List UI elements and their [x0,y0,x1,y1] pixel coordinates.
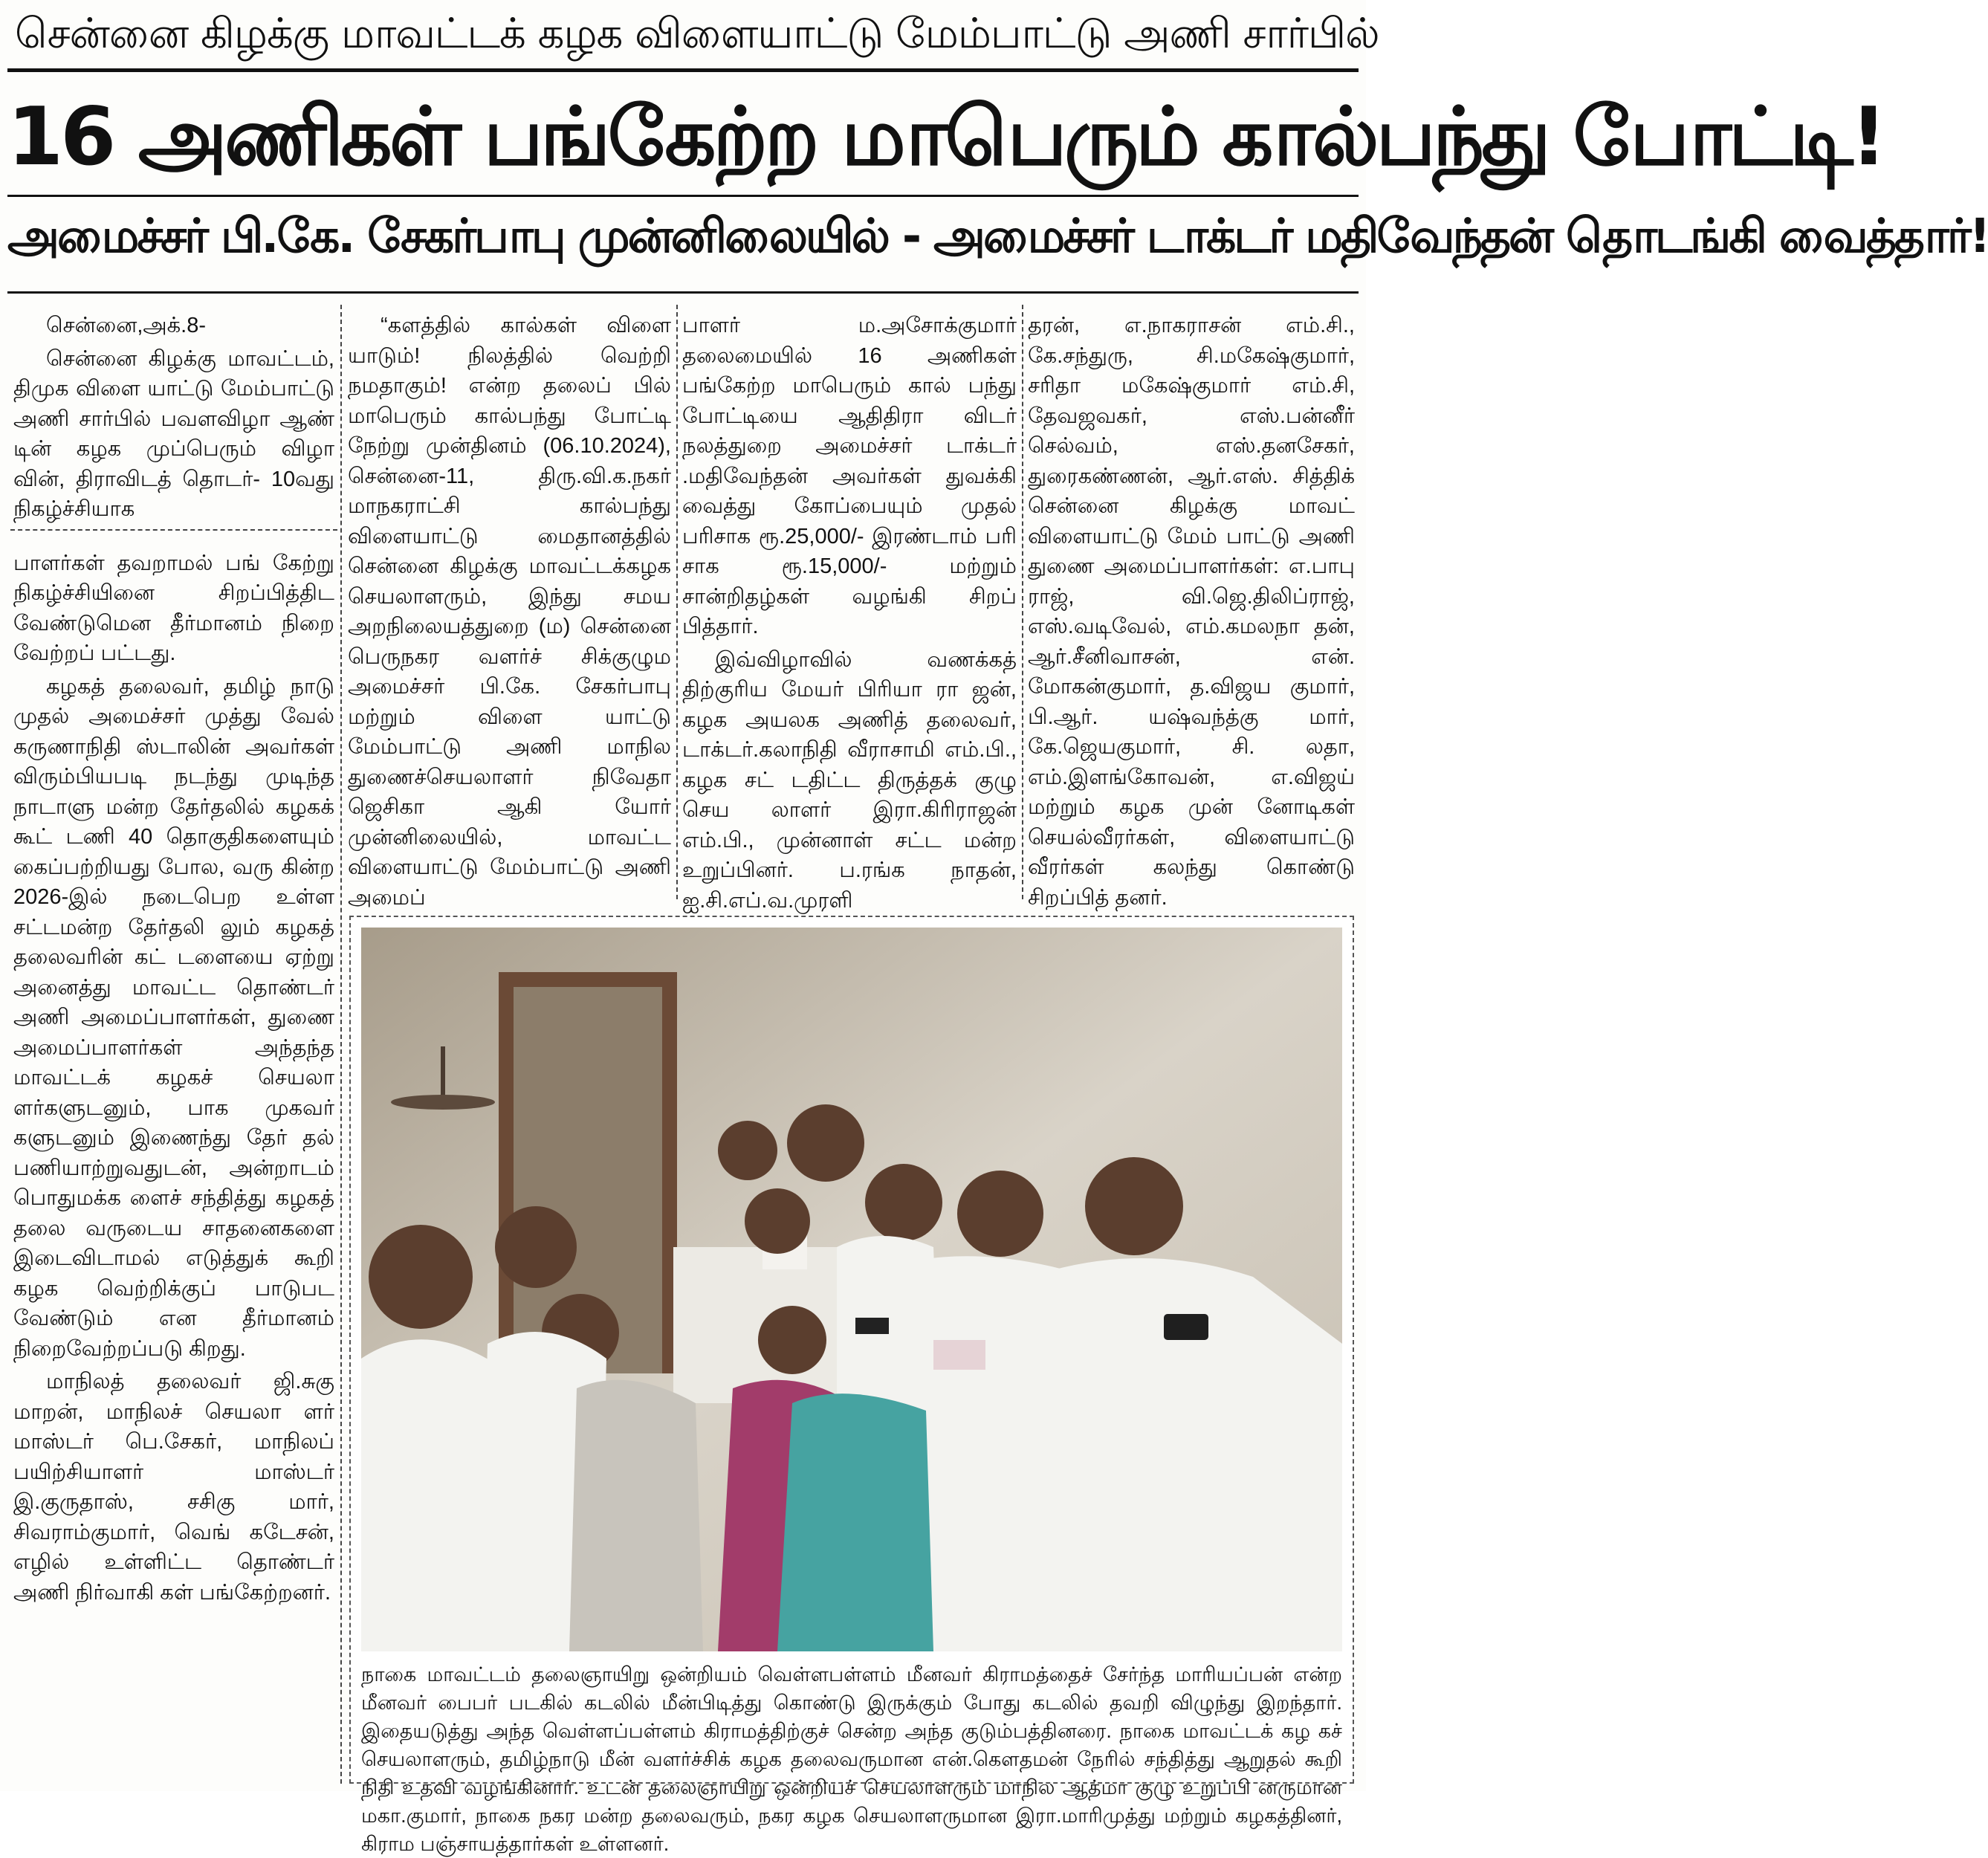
news-photo [361,928,1342,1651]
photo-illustration [361,928,1342,1651]
dateline: சென்னை,அக்.8- [46,314,206,337]
photo-box [349,916,1354,1855]
subheadline: அமைச்சர் பி.கே. சேகர்பாபு முன்னிலையில் - அமைச்சர் டாக்டர் மதிவேந்தன் தொடங்கி வைத்தார்! [7,209,1988,263]
article-column-2 [348,311,671,910]
top-rule [7,68,1359,72]
paragraph: கழகத் தலைவர், தமிழ் நாடு முதல் அமைச்சர் முத்து வேல் கருணாநிதி ஸ்டாலின் அவர்கள் விரும்பியபடி நடந்து முடிந்த நாடாளு மன்ற தேர்தலில் கழகக் கூட் டணி 40 தொகுதிகளையும் கைப்பற்றியது போல, வரு கின்ற 2026-இல் நடைபெற உள்ள சட்டமன்ற தேர்தலி லும் கழகத் தலைவரின் கட் டளையை ஏற்று அனைத்து மாவட்ட தொண்டர் அணி அமைப்பாளர்கள், துணை அமைப்பாளர்கள் அந்தந்த மாவட்டக் கழகச் செயலா ளர்களுடனும், பாக முகவர் களுடனும் இணைந்து தேர் தல் பணியாற்றுவதுடன், அன்றாடம் பொதுமக்க ளைச் சந்தித்து கழகத் தலை வருடைய சாதனைகளை இடைவிடாமல் எடுத்துக் கூறி கழக வெற்றிக்குப் பாடுபட வேண்டும் என தீர்மானம் நிறைவேற்றப்படு கிறது. [13,674,334,1361]
article-column-1 [13,311,334,1786]
headline: 16 அணிகள் பங்கேற்ற மாபெரும் கால்பந்து போட்டி! [7,91,1885,184]
paragraph: மாநிலத் தலைவர் ஜி.சுகு மாறன், மாநிலச் செயலா ளர் மாஸ்டர் பெ.சேகர், மாநிலப் பயிற்சியாளர் மாஸ்டர் இ.குருதாஸ், சசிகு மார், சிவராம்குமார், வெங் கடேசன், எழில் உள்ளிட்ட தொண்டர் அணி நிர்வாகி கள் பங்கேற்றனர். [13,1370,334,1605]
paragraph: இவ்விழாவில் வணக்கத் திற்குரிய மேயர் பிரியா ரா ஜன், கழக அயலக அணித் தலைவர், டாக்டர்.கலாநிதி வீராசாமி எம்.பி., கழக சட் டதிட்ட திருத்தக் குழு செய லாளர் இரா.கிரிராஜன் எம்.பி., முன்னாள் சட்ட மன்ற உறுப்பினர். ப.ரங்க நாதன், ஐ.சி.எப்.வ.முரளி [682,647,1017,913]
column-divider [676,305,678,899]
column-divider [1022,305,1023,899]
article-column-4 [1028,311,1355,910]
paragraph: பாளர் ம.அசோக்குமார் தலைமையில் 16 அணிகள் பங்கேற்ற மாபெரும் கால் பந்து போட்டியை ஆதிதிரா விடர் நலத்துறை அமைச்சர் டாக்டர் .மதிவேந்தன் அவர்கள் துவக்கி வைத்து கோப்பையும் முதல் பரிசாக ரூ.25,000/- இரண்டாம் பரி சாக ரூ.15,000/- மற்றும் சான்றிதழ்கள் வழங்கி சிறப் பித்தார். [682,314,1017,638]
paragraph: தரன், எ.நாகராசன் எம்.சி., கே.சந்துரு, சி.மகேஷ்குமார், சரிதா மகேஷ்குமார் எம்.சி, தேவஜவகர், எஸ்.பன்னீர் செல்வம், எஸ்.தனசேகர், துரைகண்ணன், ஆர்.எஸ். சித்திக் சென்னை கிழக்கு மாவட் விளையாட்டு மேம் பாட்டு அணி துணை அமைப்பாளர்கள்: எ.பாபு ராஜ், வி.ஜெ.திலிப்ராஜ், எஸ்.வடிவேல், எம்.கமலநா தன், ஆர்.சீனிவாசன், என். மோகன்குமார், த.விஜய குமார், பி.ஆர். யஷ்வந்த்கு மார், கே.ஜெயகுமார், சி. லதா, எம்.இளங்கோவன், எ.விஜய் மற்றும் கழக முன் னோடிகள் செயல்வீரர்கள், விளையாட்டு வீரர்கள் கலந்து கொண்டு சிறப்பித் தனர். [1028,314,1355,910]
paragraph-divider [10,529,337,541]
kicker-line: சென்னை கிழக்கு மாவட்டக் கழக விளையாட்டு மேம்பாட்டு அணி சார்பில் [15,10,1379,58]
paragraph: சென்னை கிழக்கு மாவட்டம், திமுக விளை யாட்டு மேம்பாட்டு அணி சார்பில் பவளவிழா ஆண் டின் கழக முப்பெரும் விழா வின், திராவிடத் தொடர்- 10வது நிகழ்ச்சியாக [13,346,334,521]
column-divider [340,305,342,1784]
headline-rule [7,195,1359,197]
paragraph: பாளர்கள் தவறாமல் பங் கேற்று நிகழ்ச்சியினை சிறப்பித்திட வேண்டுமென தீர்மானம் நிறை வேற்றப் பட்டது. [13,551,334,665]
photo-caption: நாகை மாவட்டம் தலைஞாயிறு ஒன்றியம் வெள்ளபள்ளம் மீனவர் கிராமத்தைச் சேர்ந்த மாரியப்பன் என்ற மீனவர் பைபர் படகில் கடலில் மீன்பிடித்து கொண்டு இருக்கும் போது கடலில் தவறி விழுந்து இறந்தார். இதையடுத்து அந்த வெள்ளப்பள்ளம் கிராமத்திற்குச் சென்ற அந்த குடும்பத்தினரை. நாகை மாவட்டக் கழ கச் செயலாளரும், தமிழ்நாடு மீன் வளர்ச்சிக் கழக தலைவருமான என்.கௌதமன் நேரில் சந்தித்து ஆறுதல் கூறி நிதி உதவி வழங்கினார். உடன் தலைஞாயிறு ஒன்றியச் செயலாளரும் மாநில ஆத்மா குழு உறுப்பி னருமான மகா.குமார், நாகை நகர மன்ற தலைவரும், நகர கழக செயலாளருமான இரா.மாரிமுத்து மற்றும் கழகத்தினர், கிராம பஞ்சாயத்தார்கள் உள்ளனர். [361,1663,1342,1855]
subhead-rule [7,291,1359,294]
article-column-3 [682,311,1017,913]
paragraph: “களத்தில் கால்கள் விளை யாடும்! நிலத்தில் வெற்றி நமதாகும்! என்ற தலைப் பில் மாபெரும் கால்பந்து போட்டி நேற்று முன்தினம் (06.10.2024), சென்னை-11, திரு.வி.க.நகர் மாநகராட்சி கால்பந்து விளையாட்டு மைதானத்தில் சென்னை கிழக்கு மாவட்டக்கழக செயலாளரும், இந்து சமய அறநிலையத்துறை (ம) சென்னை பெருநகர வளர்ச் சிக்குழும அமைச்சர் பி.கே. சேகர்பாபு மற்றும் விளை யாட்டு மேம்பாட்டு அணி மாநில துணைச்செயலாளர் நிவேதா ஜெசிகா ஆகி யோர் முன்னிலையில், மாவட்ட விளையாட்டு மேம்பாட்டு அணி அமைப் [348,314,671,910]
